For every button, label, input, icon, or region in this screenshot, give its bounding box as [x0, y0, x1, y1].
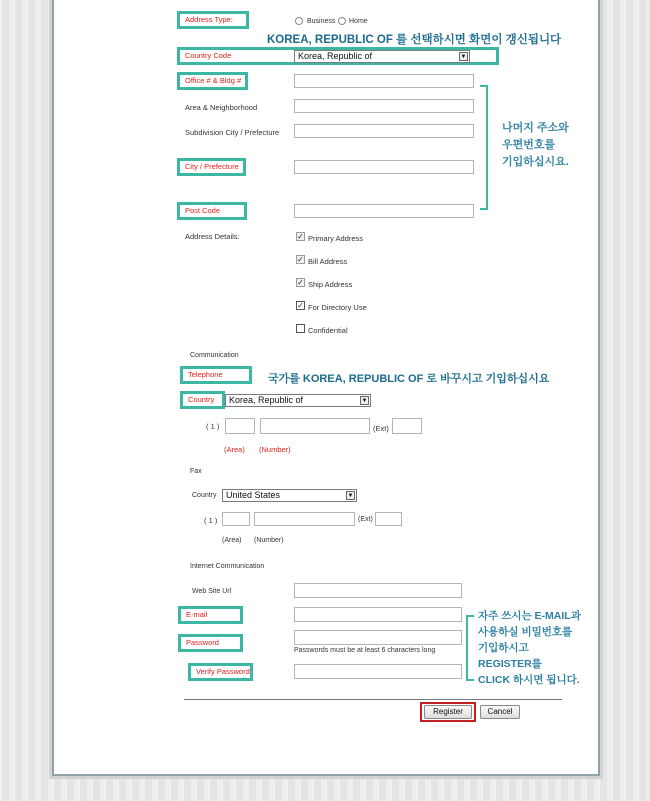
verify-password-label-box: [188, 663, 253, 681]
account-note-line-5: CLICK 하시면 됩니다.: [478, 674, 580, 686]
fax-country-value: United States: [226, 490, 281, 500]
register-button[interactable]: Register: [424, 705, 472, 719]
business-radio[interactable]: [295, 17, 303, 25]
telephone-ext-input[interactable]: [392, 418, 422, 434]
area-input[interactable]: [294, 99, 474, 113]
country-code-note: KOREA, REPUBLIC OF 를 선택하시면 화면이 갱신됩니다: [267, 34, 562, 46]
city-label: City / Prefecture: [185, 162, 239, 172]
website-label: Web Site Url: [192, 588, 232, 595]
telephone-label: Telephone: [188, 370, 223, 380]
telephone-note: 국가를 KOREA, REPUBLIC OF 로 바꾸시고 기입하십시요: [268, 373, 550, 385]
directory-use-label: For Directory Use: [308, 303, 367, 312]
address-note-line-3: 기입하십시요.: [502, 156, 569, 168]
website-input[interactable]: [294, 583, 462, 598]
subdivision-label: Subdivision City / Prefecture: [185, 128, 280, 137]
form-panel: [52, 0, 600, 776]
communication-section-label: Communication: [190, 352, 239, 359]
telephone-area-hint: (Area): [224, 445, 245, 454]
address-note-line-2: 우편번호를: [502, 139, 556, 151]
account-note-line-1: 자주 쓰시는 E-MAIL과: [478, 610, 581, 622]
email-label: E-mail: [186, 610, 208, 620]
ship-address-checkbox[interactable]: ✓: [297, 278, 304, 287]
fax-label: Fax: [190, 468, 202, 475]
password-label-box: [178, 634, 243, 652]
account-note-line-4: REGISTER를: [478, 658, 542, 670]
account-note: [478, 608, 581, 688]
postcode-label-box: [177, 202, 247, 220]
fax-area-hint: (Area): [222, 537, 242, 544]
telephone-country-label-box: [180, 391, 225, 409]
email-input[interactable]: [294, 607, 462, 622]
address-bracket: [480, 85, 488, 210]
verify-password-input[interactable]: [294, 664, 462, 679]
verify-password-label: Verify Password: [196, 667, 250, 677]
postcode-label: Post Code: [185, 206, 221, 216]
telephone-number-hint: (Number): [259, 445, 291, 454]
home-radio[interactable]: [338, 17, 346, 25]
fax-number-hint: (Number): [254, 537, 284, 544]
postcode-input[interactable]: [294, 204, 474, 218]
address-details-label: Address Details:: [185, 232, 240, 241]
email-label-box: [178, 606, 243, 624]
address-type-label: Address Type:: [185, 15, 233, 25]
fax-ext-label: (Ext): [358, 516, 373, 523]
chevron-down-icon: ▼: [460, 54, 467, 60]
country-code-label: Country Code: [185, 51, 232, 61]
fax-code: ( 1 ): [204, 516, 218, 525]
home-radio-label: Home: [349, 18, 368, 25]
fax-ext-input[interactable]: [375, 512, 402, 526]
office-label-box: [177, 72, 248, 90]
account-note-line-2: 사용하실 비밀번호를: [478, 626, 573, 638]
city-input[interactable]: [294, 160, 474, 174]
confidential-checkbox[interactable]: [296, 324, 305, 333]
account-note-line-3: 기입하시고: [478, 642, 529, 654]
primary-address-label: Primary Address: [308, 234, 364, 243]
telephone-country-value: Korea, Republic of: [229, 395, 304, 405]
password-label: Password: [186, 638, 219, 648]
office-label: Office # & Bldg #: [185, 76, 242, 86]
telephone-label-box: [180, 366, 252, 384]
fax-area-input[interactable]: [222, 512, 250, 526]
subdivision-input[interactable]: [294, 124, 474, 138]
address-note-line-1: 나머지 주소와: [502, 122, 569, 134]
form-divider: [184, 699, 562, 700]
confidential-label: Confidential: [308, 326, 348, 335]
directory-use-checkbox[interactable]: ✓: [297, 301, 304, 310]
bill-address-checkbox[interactable]: ✓: [297, 255, 304, 264]
primary-address-checkbox[interactable]: ✓: [297, 232, 304, 241]
business-radio-label: Business: [307, 18, 336, 25]
password-input[interactable]: [294, 630, 462, 645]
bill-address-label: Bill Address: [308, 257, 348, 266]
chevron-down-icon: ▼: [347, 493, 354, 499]
telephone-code: ( 1 ): [206, 422, 220, 431]
telephone-area-input[interactable]: [225, 418, 255, 434]
country-code-value: Korea, Republic of: [298, 51, 373, 61]
address-note: [502, 120, 569, 171]
telephone-country-label: Country: [188, 395, 215, 405]
fax-number-input[interactable]: [254, 512, 355, 526]
ship-address-label: Ship Address: [308, 280, 353, 289]
country-code-select[interactable]: [294, 50, 470, 63]
fax-country-select[interactable]: [222, 489, 357, 502]
chevron-down-icon: ▼: [361, 398, 368, 404]
account-bracket: [466, 615, 474, 681]
address-type-label-box: [177, 11, 249, 29]
telephone-number-input[interactable]: [260, 418, 370, 434]
fax-country-label: Country: [192, 492, 217, 499]
password-hint: Passwords must be at least 6 characters long: [294, 647, 436, 654]
area-label: Area & Neighborhood: [185, 103, 258, 112]
telephone-country-select[interactable]: [225, 394, 371, 407]
office-input[interactable]: [294, 74, 474, 88]
telephone-ext-label: (Ext): [373, 424, 389, 433]
cancel-button[interactable]: Cancel: [480, 705, 520, 719]
internet-section-label: Internet Communication: [190, 563, 265, 570]
city-label-box: [177, 158, 246, 176]
